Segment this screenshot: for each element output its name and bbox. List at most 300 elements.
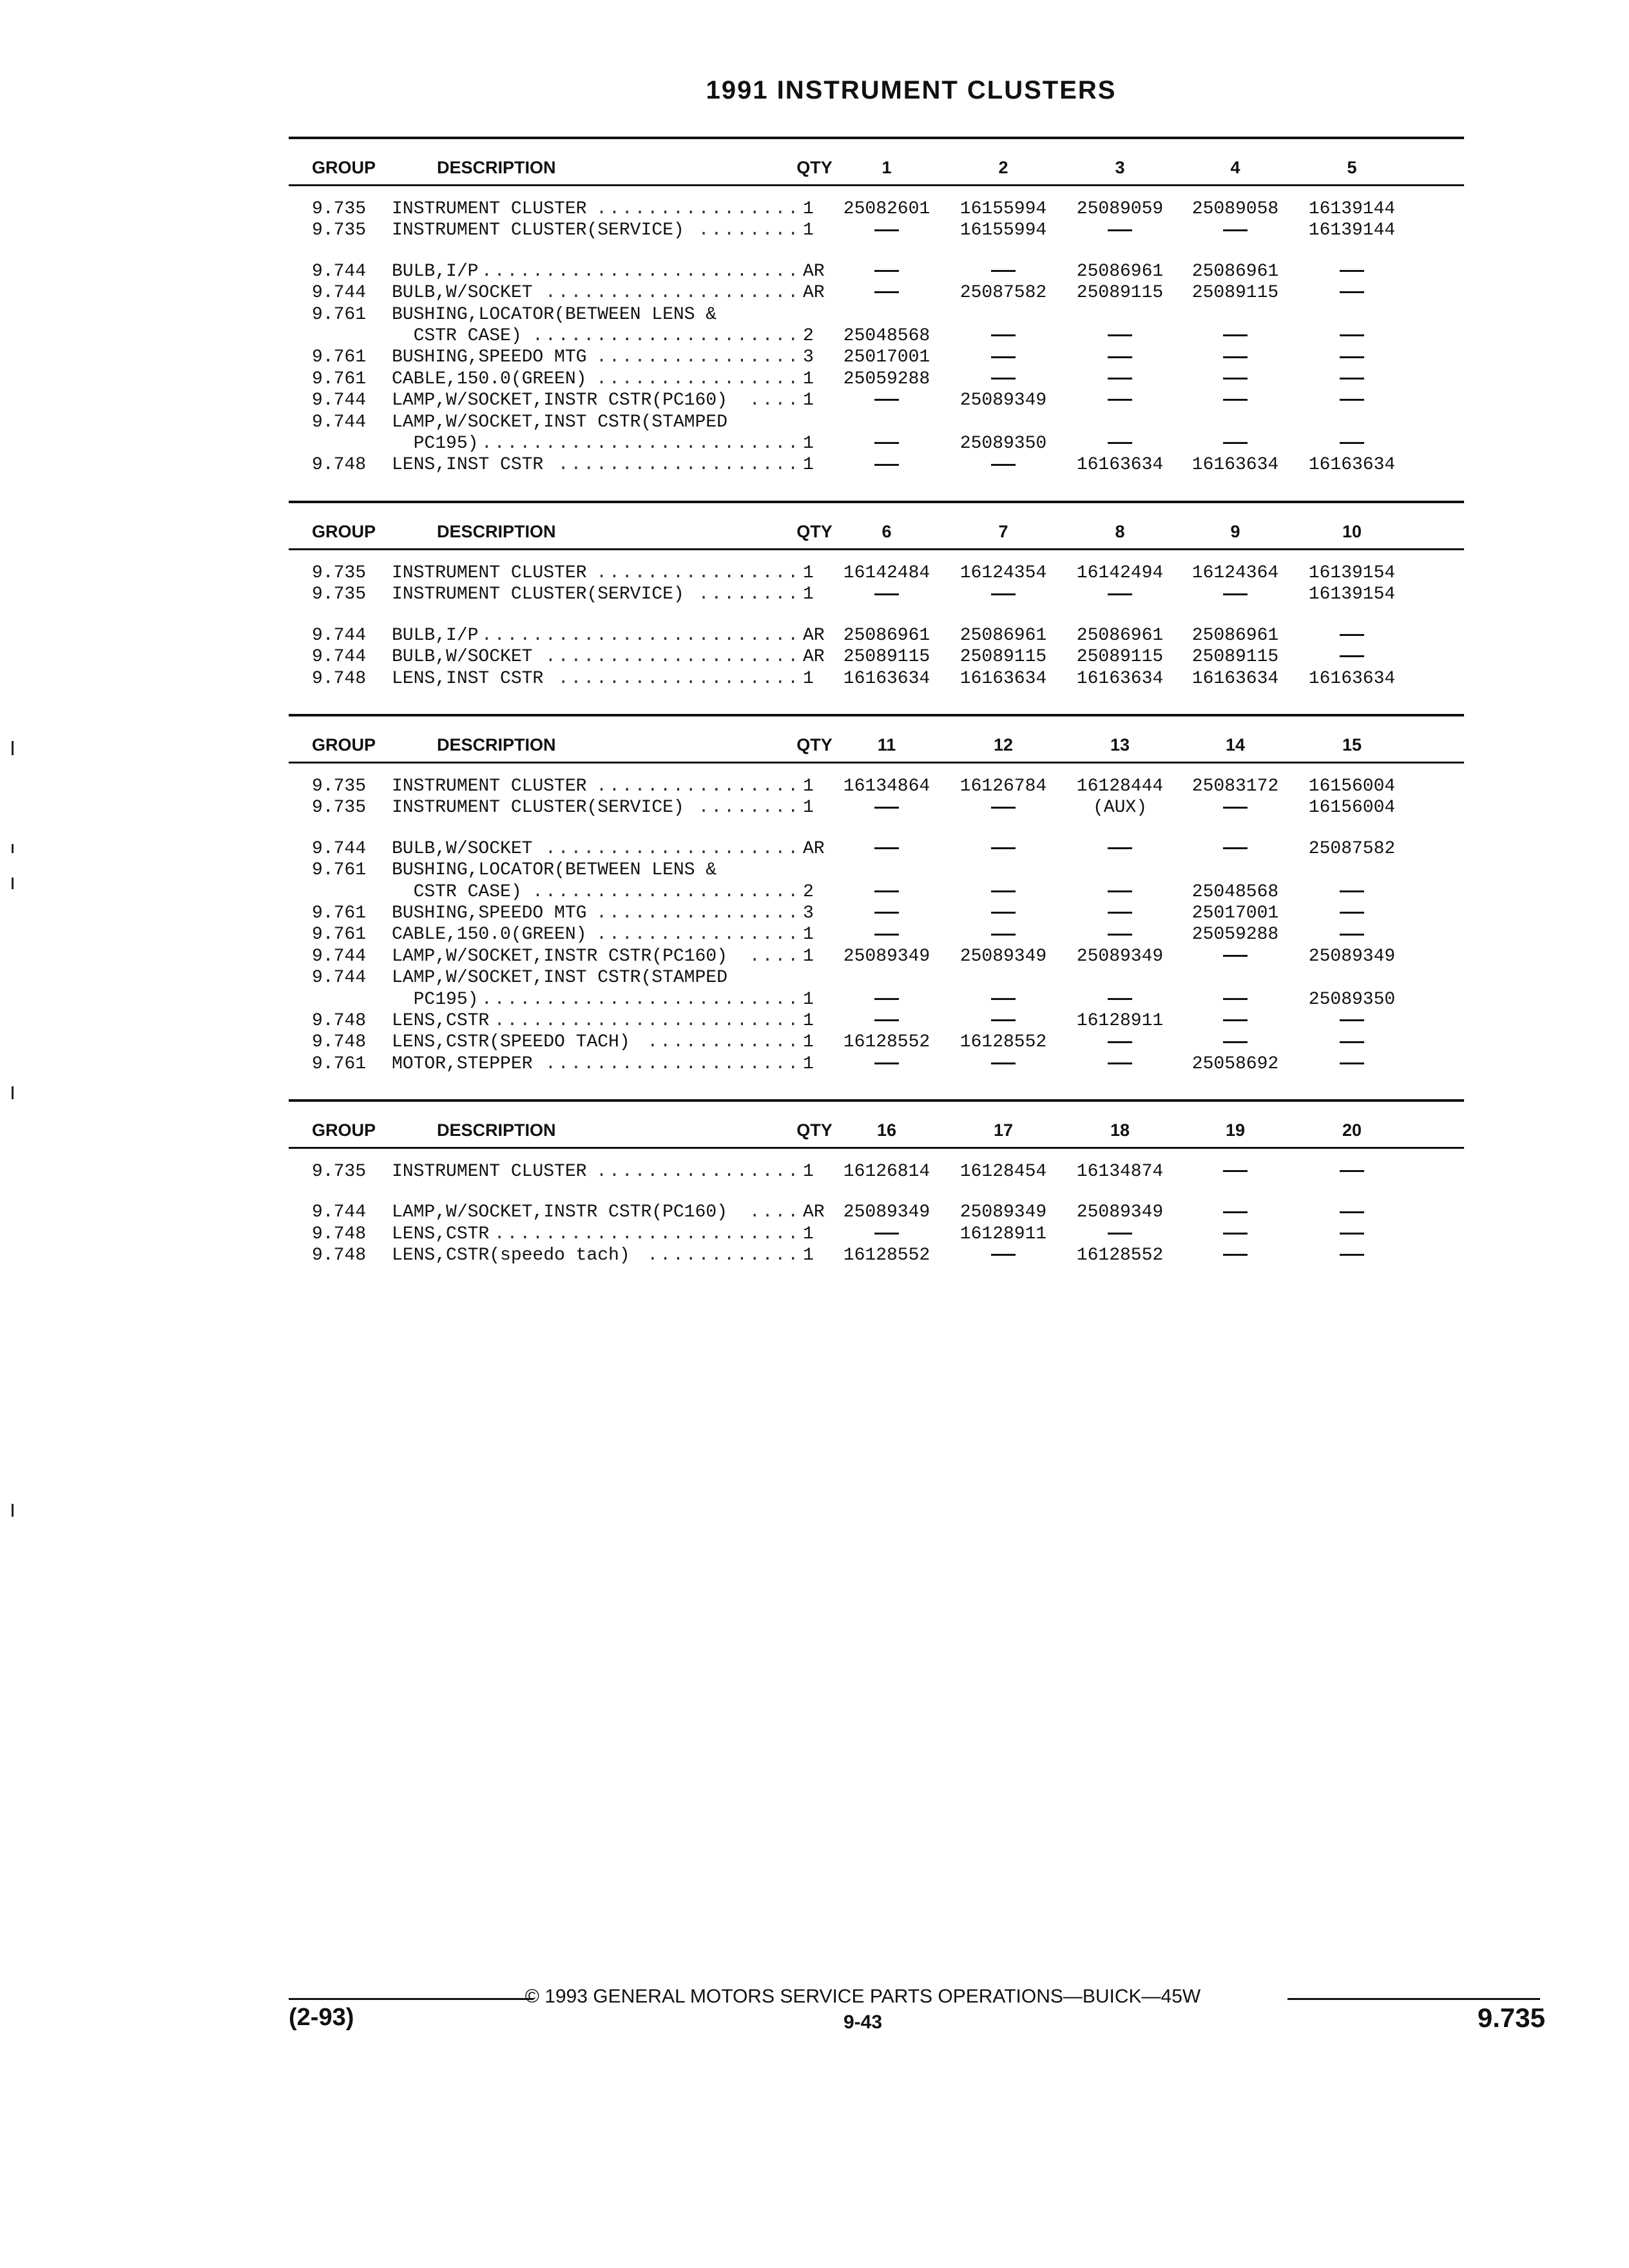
- table-header-rule: [289, 548, 1464, 550]
- part-number-cell: [1177, 860, 1293, 881]
- not-applicable-dash: [1340, 1019, 1364, 1021]
- column-header-variant: 9: [1230, 522, 1240, 541]
- not-applicable-dash: [991, 807, 1016, 809]
- part-number-cell: [945, 304, 1061, 326]
- part-number-cell: 16163634: [1191, 668, 1279, 689]
- part-number-cell: [1062, 860, 1178, 881]
- part-number-cell: [1177, 967, 1293, 989]
- row-group-code: 9.748: [312, 455, 367, 476]
- part-number-cell: [1062, 903, 1178, 925]
- row-qty: 1: [803, 946, 814, 966]
- part-number-cell: [945, 325, 1061, 347]
- not-applicable-dash: [874, 464, 899, 466]
- not-applicable-dash: [1340, 1254, 1364, 1256]
- part-number-cell: [945, 347, 1061, 369]
- row-group-code: 9.748: [312, 1224, 367, 1244]
- dot-leader: ........: [698, 584, 800, 605]
- row-group-code: 9.744: [312, 412, 367, 432]
- part-number-cell: [945, 261, 1061, 283]
- dot-leader: ...................: [557, 668, 800, 689]
- part-number-cell: 25089349: [1308, 946, 1396, 966]
- part-number-cell: 16163634: [1308, 668, 1396, 689]
- part-number-cell: [1062, 881, 1178, 903]
- footer-date-code: (2-93): [289, 2004, 354, 2031]
- part-number-cell: [829, 1010, 945, 1032]
- row-qty: 1: [803, 1162, 814, 1182]
- part-number-cell: [829, 454, 945, 476]
- part-number-cell: 16163634: [959, 668, 1047, 689]
- part-number-cell: [829, 433, 945, 455]
- dot-leader: ........................: [494, 1224, 800, 1244]
- not-applicable-dash: [1108, 334, 1132, 336]
- part-number-cell: [945, 860, 1061, 881]
- dot-leader: ....................: [545, 647, 800, 668]
- part-number-cell: 25083172: [1191, 776, 1279, 796]
- not-applicable-dash: [1223, 807, 1248, 809]
- part-number-cell: 16126784: [959, 776, 1047, 796]
- margin-mark: [12, 1086, 14, 1099]
- part-number-cell: 25086961: [1076, 625, 1164, 646]
- part-number-cell: [945, 797, 1061, 819]
- part-number-cell: [945, 838, 1061, 860]
- not-applicable-dash: [1108, 593, 1132, 595]
- part-number-cell: [829, 860, 945, 881]
- not-applicable-dash: [874, 1019, 899, 1021]
- not-applicable-dash: [1108, 1233, 1132, 1235]
- not-applicable-dash: [874, 807, 899, 809]
- part-number-cell: 25086961: [1191, 261, 1279, 282]
- column-header-description: DESCRIPTION: [437, 158, 556, 177]
- row-description: INSTRUMENT CLUSTER(SERVICE): [392, 798, 684, 818]
- table-header-rule: [289, 1147, 1464, 1149]
- part-number-cell: [1294, 390, 1410, 412]
- part-number-cell: [1177, 1010, 1293, 1032]
- part-number-cell: 16128552: [959, 1032, 1047, 1053]
- column-header-qty: QTY: [796, 735, 833, 754]
- dot-leader: ................: [596, 903, 800, 923]
- part-number-cell: [1294, 261, 1410, 283]
- not-applicable-dash: [874, 847, 899, 849]
- not-applicable-dash: [874, 442, 899, 444]
- column-header-group: GROUP: [312, 1120, 376, 1140]
- row-description: INSTRUMENT CLUSTER(SERVICE): [392, 584, 684, 605]
- part-number-cell: [1294, 1161, 1410, 1183]
- row-group-code: 9.744: [312, 261, 367, 282]
- part-number-cell: [829, 797, 945, 819]
- row-group-code: 9.748: [312, 1245, 367, 1266]
- part-number-cell: [1294, 625, 1410, 647]
- not-applicable-dash: [1340, 1170, 1364, 1172]
- column-header-variant: 8: [1115, 522, 1125, 541]
- part-number-cell: 25089115: [1076, 283, 1164, 303]
- table-top-rule: [289, 501, 1464, 503]
- part-number-cell: 25089059: [1076, 199, 1164, 219]
- part-number-cell: 16124364: [1191, 563, 1279, 583]
- part-number-cell: [829, 1224, 945, 1245]
- column-header-variant: 11: [877, 735, 896, 754]
- table-header-rule: [289, 184, 1464, 186]
- not-applicable-dash: [991, 847, 1016, 849]
- part-number-cell: [945, 1053, 1061, 1075]
- not-applicable-dash: [1108, 1041, 1132, 1043]
- not-applicable-dash: [1223, 1170, 1248, 1172]
- row-description: INSTRUMENT CLUSTER: [392, 1162, 587, 1182]
- not-applicable-dash: [991, 593, 1016, 595]
- row-description: CABLE,150.0(GREEN): [392, 925, 587, 945]
- dot-leader: .........................: [481, 625, 800, 646]
- row-qty: 1: [803, 369, 814, 389]
- part-number-cell: [1177, 584, 1293, 606]
- part-number-cell: [829, 989, 945, 1011]
- part-number-cell: [829, 967, 945, 989]
- part-number-cell: 16128552: [843, 1245, 930, 1266]
- not-applicable-dash: [1340, 1233, 1364, 1235]
- row-qty: 1: [803, 455, 814, 476]
- table-top-rule: [289, 714, 1464, 716]
- dot-leader: ........................: [494, 1011, 800, 1031]
- not-applicable-dash: [1223, 1019, 1248, 1021]
- part-number-cell: 16126814: [843, 1162, 930, 1182]
- part-number-cell: [829, 1053, 945, 1075]
- part-number-cell: 25089349: [959, 1202, 1047, 1223]
- not-applicable-dash: [1340, 378, 1364, 380]
- part-number-cell: 25087582: [1308, 838, 1396, 859]
- row-qty: 3: [803, 903, 814, 923]
- row-group-code: 9.735: [312, 776, 367, 796]
- row-description: LAMP,W/SOCKET,INST CSTR(STAMPED: [392, 968, 728, 988]
- part-number-cell: [1062, 325, 1178, 347]
- not-applicable-dash: [1223, 356, 1248, 358]
- row-qty: AR: [803, 1202, 825, 1223]
- part-number-cell: [945, 454, 1061, 476]
- row-description: BULB,I/P: [392, 625, 479, 646]
- column-header-qty: QTY: [796, 1120, 833, 1140]
- footer-page-number: 9-43: [843, 2012, 883, 2033]
- part-number-cell: [1294, 325, 1410, 347]
- part-number-cell: [945, 881, 1061, 903]
- part-number-cell: [829, 924, 945, 946]
- dot-leader: ................: [596, 1162, 800, 1182]
- part-number-cell: [1062, 584, 1178, 606]
- column-header-variant: 19: [1225, 1120, 1246, 1140]
- part-number-cell: 16155994: [959, 220, 1047, 241]
- part-number-cell: [1062, 433, 1178, 455]
- row-qty: 1: [803, 390, 814, 411]
- margin-mark: [12, 1504, 14, 1517]
- part-number-cell: 25017001: [1191, 903, 1279, 923]
- row-description: LENS,CSTR: [392, 1011, 490, 1031]
- part-number-cell: 16139144: [1308, 220, 1396, 241]
- part-number-cell: [945, 924, 1061, 946]
- part-number-cell: [829, 838, 945, 860]
- row-qty: AR: [803, 838, 825, 859]
- part-number-cell: [829, 412, 945, 434]
- not-applicable-dash: [1340, 334, 1364, 336]
- not-applicable-dash: [991, 334, 1016, 336]
- not-applicable-dash: [991, 934, 1016, 936]
- not-applicable-dash: [874, 1062, 899, 1064]
- row-group-code: 9.761: [312, 1053, 367, 1074]
- part-number-cell: [945, 584, 1061, 606]
- row-qty: AR: [803, 647, 825, 668]
- part-number-cell: 25086961: [843, 625, 930, 646]
- part-number-cell: 25087582: [959, 283, 1047, 303]
- part-number-cell: 16142484: [843, 563, 930, 583]
- part-number-cell: 25089349: [959, 946, 1047, 966]
- part-number-cell: 16163634: [1076, 668, 1164, 689]
- column-header-variant: 12: [993, 735, 1014, 754]
- part-number-cell: [1294, 369, 1410, 390]
- part-number-cell: 16163634: [1308, 455, 1396, 476]
- row-qty: 1: [803, 1053, 814, 1074]
- not-applicable-dash: [1108, 934, 1132, 936]
- row-group-code: 9.748: [312, 668, 367, 689]
- row-description: CSTR CASE): [392, 881, 522, 902]
- part-number-cell: 16156004: [1308, 798, 1396, 818]
- part-number-cell: 16128454: [959, 1162, 1047, 1182]
- not-applicable-dash: [991, 378, 1016, 380]
- column-header-variant: 6: [882, 522, 892, 541]
- part-number-cell: 25089115: [1191, 647, 1279, 668]
- part-number-cell: [1294, 967, 1410, 989]
- part-number-cell: [945, 967, 1061, 989]
- row-description: LENS,INST CSTR: [392, 455, 544, 476]
- row-group-code: 9.748: [312, 1032, 367, 1053]
- not-applicable-dash: [1340, 291, 1364, 293]
- part-number-cell: [1177, 1202, 1293, 1224]
- part-number-cell: [829, 282, 945, 304]
- part-number-cell: [1062, 369, 1178, 390]
- row-qty: 1: [803, 668, 814, 689]
- dot-leader: ................: [596, 347, 800, 368]
- part-number-cell: [1062, 1053, 1178, 1075]
- row-qty: 1: [803, 989, 814, 1010]
- not-applicable-dash: [874, 399, 899, 401]
- part-number-cell: [829, 220, 945, 242]
- row-description: INSTRUMENT CLUSTER(SERVICE): [392, 220, 684, 241]
- part-number-cell: 25089349: [843, 946, 930, 966]
- part-number-cell: 25089350: [959, 434, 1047, 454]
- not-applicable-dash: [1108, 229, 1132, 231]
- part-number-cell: [945, 412, 1061, 434]
- part-number-cell: [1177, 989, 1293, 1011]
- not-applicable-dash: [1223, 1254, 1248, 1256]
- part-number-cell: 25089115: [959, 647, 1047, 668]
- part-number-cell: [1062, 304, 1178, 326]
- part-number-cell: [1294, 412, 1410, 434]
- dot-leader: .........................: [481, 261, 800, 282]
- not-applicable-dash: [874, 998, 899, 1000]
- table-header-rule: [289, 762, 1464, 764]
- row-description: BUSHING,LOCATOR(BETWEEN LENS &: [392, 304, 717, 325]
- column-header-description: DESCRIPTION: [437, 735, 556, 754]
- part-number-cell: [1177, 220, 1293, 242]
- part-number-cell: [1177, 1032, 1293, 1053]
- dot-leader: .........................: [481, 989, 800, 1010]
- not-applicable-dash: [874, 270, 899, 272]
- part-number-cell: [1062, 1032, 1178, 1053]
- not-applicable-dash: [1223, 847, 1248, 849]
- not-applicable-dash: [1108, 847, 1132, 849]
- part-number-cell: [1294, 881, 1410, 903]
- not-applicable-dash: [1223, 334, 1248, 336]
- part-number-cell: [1062, 220, 1178, 242]
- dot-leader: ....: [749, 390, 800, 411]
- part-number-cell: [829, 584, 945, 606]
- row-group-code: 9.748: [312, 1011, 367, 1031]
- not-applicable-dash: [1108, 378, 1132, 380]
- not-applicable-dash: [1108, 356, 1132, 358]
- part-number-cell: 25048568: [1191, 881, 1279, 902]
- part-number-cell: 16134874: [1076, 1162, 1164, 1182]
- part-number-cell: [1177, 797, 1293, 819]
- row-description: LAMP,W/SOCKET,INSTR CSTR(PC160): [392, 1202, 728, 1223]
- row-description: LENS,CSTR(speedo tach): [392, 1245, 630, 1266]
- part-number-cell: [1294, 903, 1410, 925]
- row-description: BULB,W/SOCKET: [392, 283, 533, 303]
- part-number-cell: 25086961: [1076, 261, 1164, 282]
- dot-leader: ....................: [545, 283, 800, 303]
- not-applicable-dash: [991, 998, 1016, 1000]
- row-description: LENS,CSTR(SPEEDO TACH): [392, 1032, 630, 1053]
- not-applicable-dash: [1108, 399, 1132, 401]
- part-number-cell: 16139154: [1308, 563, 1396, 583]
- column-header-description: DESCRIPTION: [437, 1120, 556, 1140]
- part-number-cell: 25089350: [1308, 989, 1396, 1010]
- column-header-qty: QTY: [796, 522, 833, 541]
- dot-leader: ................: [596, 199, 800, 219]
- dot-leader: ........: [698, 220, 800, 241]
- not-applicable-dash: [1108, 998, 1132, 1000]
- part-number-cell: [829, 903, 945, 925]
- part-number-cell: [1062, 1224, 1178, 1245]
- not-applicable-dash: [1223, 1041, 1248, 1043]
- row-group-code: 9.744: [312, 1202, 367, 1223]
- not-applicable-dash: [1340, 1062, 1364, 1064]
- part-number-cell: [945, 1245, 1061, 1267]
- row-group-code: 9.744: [312, 968, 367, 988]
- margin-mark: [12, 741, 14, 755]
- not-applicable-dash: [1340, 890, 1364, 892]
- row-qty: AR: [803, 283, 825, 303]
- column-header-variant: 7: [998, 522, 1008, 541]
- not-applicable-dash: [874, 291, 899, 293]
- dot-leader: ................: [596, 563, 800, 583]
- part-number-cell: [945, 369, 1061, 390]
- part-number-cell: 16128552: [1076, 1245, 1164, 1266]
- column-header-variant: 2: [998, 158, 1008, 177]
- row-group-code: 9.744: [312, 647, 367, 668]
- not-applicable-dash: [1223, 955, 1248, 957]
- dot-leader: .....................: [532, 881, 800, 902]
- part-number-cell: [1177, 1245, 1293, 1267]
- row-description: LAMP,W/SOCKET,INST CSTR(STAMPED: [392, 412, 728, 432]
- part-number-cell: 25086961: [959, 625, 1047, 646]
- part-number-cell: [1062, 412, 1178, 434]
- not-applicable-dash: [1340, 270, 1364, 272]
- part-number-cell: 16124354: [959, 563, 1047, 583]
- dot-leader: ................: [596, 776, 800, 796]
- part-number-cell: [1294, 433, 1410, 455]
- part-number-cell: 16155994: [959, 199, 1047, 219]
- part-number-cell: [1294, 1010, 1410, 1032]
- part-number-cell: [1294, 1053, 1410, 1075]
- not-applicable-dash: [991, 1062, 1016, 1064]
- part-number-cell: [1062, 924, 1178, 946]
- row-description: LENS,INST CSTR: [392, 668, 544, 689]
- not-applicable-dash: [1223, 1211, 1248, 1213]
- not-applicable-dash: [991, 464, 1016, 466]
- row-group-code: 9.744: [312, 283, 367, 303]
- not-applicable-dash: [991, 356, 1016, 358]
- part-number-cell: 25089058: [1191, 199, 1279, 219]
- not-applicable-dash: [1223, 998, 1248, 1000]
- row-group-code: 9.761: [312, 925, 367, 945]
- part-number-cell: [829, 261, 945, 283]
- not-applicable-dash: [991, 1019, 1016, 1021]
- not-applicable-dash: [991, 912, 1016, 914]
- column-header-group: GROUP: [312, 158, 376, 177]
- part-number-cell: 16142494: [1076, 563, 1164, 583]
- row-qty: 1: [803, 434, 814, 454]
- margin-mark: [12, 844, 14, 853]
- part-number-cell: 16163634: [843, 668, 930, 689]
- not-applicable-dash: [874, 229, 899, 231]
- not-applicable-dash: [1108, 1062, 1132, 1064]
- column-header-variant: 15: [1342, 735, 1362, 754]
- row-description: PC195): [392, 434, 479, 454]
- column-header-description: DESCRIPTION: [437, 522, 556, 541]
- part-number-cell: 25089349: [1076, 1202, 1164, 1223]
- part-number-cell: [1177, 946, 1293, 968]
- part-number-cell: 16163634: [1191, 455, 1279, 476]
- part-number-cell: [1294, 304, 1410, 326]
- row-group-code: 9.744: [312, 946, 367, 966]
- column-header-variant: 20: [1342, 1120, 1362, 1140]
- part-number-cell: 25017001: [843, 347, 930, 368]
- part-number-cell: [1062, 967, 1178, 989]
- part-number-cell: [1062, 989, 1178, 1011]
- part-number-cell: [1177, 325, 1293, 347]
- part-number-cell: [1294, 924, 1410, 946]
- row-qty: 1: [803, 1011, 814, 1031]
- part-number-cell: [829, 881, 945, 903]
- part-number-cell: 25089349: [959, 390, 1047, 411]
- row-description: INSTRUMENT CLUSTER: [392, 199, 587, 219]
- row-qty: 1: [803, 220, 814, 241]
- row-group-code: 9.735: [312, 1162, 367, 1182]
- dot-leader: ........: [698, 798, 800, 818]
- page-title: 1991 INSTRUMENT CLUSTERS: [706, 76, 1117, 104]
- row-description: BUSHING,SPEEDO MTG: [392, 347, 587, 368]
- dot-leader: ............: [647, 1245, 800, 1266]
- dot-leader: ............: [647, 1032, 800, 1053]
- not-applicable-dash: [1340, 442, 1364, 444]
- row-description: LENS,CSTR: [392, 1224, 490, 1244]
- part-number-cell: [1294, 646, 1410, 668]
- part-number-cell: 16139144: [1308, 199, 1396, 219]
- part-number-cell: [1177, 1224, 1293, 1245]
- not-applicable-dash: [1340, 399, 1364, 401]
- not-applicable-dash: [1340, 912, 1364, 914]
- row-group-code: 9.735: [312, 563, 367, 583]
- part-number-cell: 16139154: [1308, 584, 1396, 605]
- row-description: CSTR CASE): [392, 326, 522, 346]
- row-qty: 2: [803, 326, 814, 346]
- column-header-qty: QTY: [796, 158, 833, 177]
- row-group-code: 9.735: [312, 798, 367, 818]
- part-number-cell: [1294, 282, 1410, 304]
